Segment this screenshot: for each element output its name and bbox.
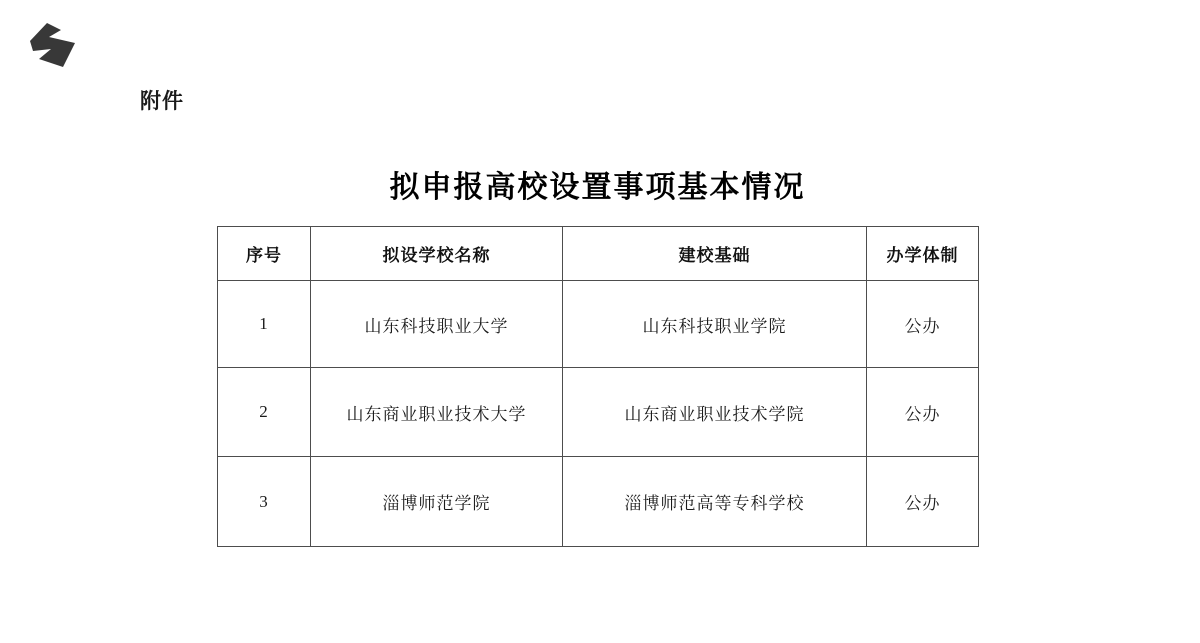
cell-founding-basis: 山东商业职业技术学院 [563, 368, 867, 457]
table-row [218, 368, 979, 457]
cell-proposed-school-name: 淄博师范学院 [311, 457, 563, 547]
cell-school-system: 公办 [867, 368, 979, 457]
cell-school-system: 公办 [867, 457, 979, 547]
cell-founding-basis: 山东科技职业学院 [563, 281, 867, 368]
cell-school-system: 公办 [867, 281, 979, 368]
header-founding-basis: 建校基础 [563, 227, 867, 281]
universities-table [217, 226, 979, 547]
table-row [218, 281, 979, 368]
header-school-system: 办学体制 [867, 227, 979, 281]
page-title: 拟申报高校设置事项基本情况 [389, 171, 806, 204]
cell-proposed-school-name: 山东商业职业技术大学 [311, 368, 563, 457]
cell-serial-number: 2 [218, 368, 311, 457]
header-serial-number: 序号 [218, 227, 311, 281]
cell-serial-number: 1 [218, 281, 311, 368]
attachment-label: 附件 [140, 90, 184, 113]
header-proposed-school-name: 拟设学校名称 [311, 227, 563, 281]
table-header-row [218, 227, 979, 281]
table-row [218, 457, 979, 547]
cell-founding-basis: 淄博师范高等专科学校 [563, 457, 867, 547]
scan-artifact-icon [27, 21, 79, 71]
cell-proposed-school-name: 山东科技职业大学 [311, 281, 563, 368]
cell-serial-number: 3 [218, 457, 311, 547]
